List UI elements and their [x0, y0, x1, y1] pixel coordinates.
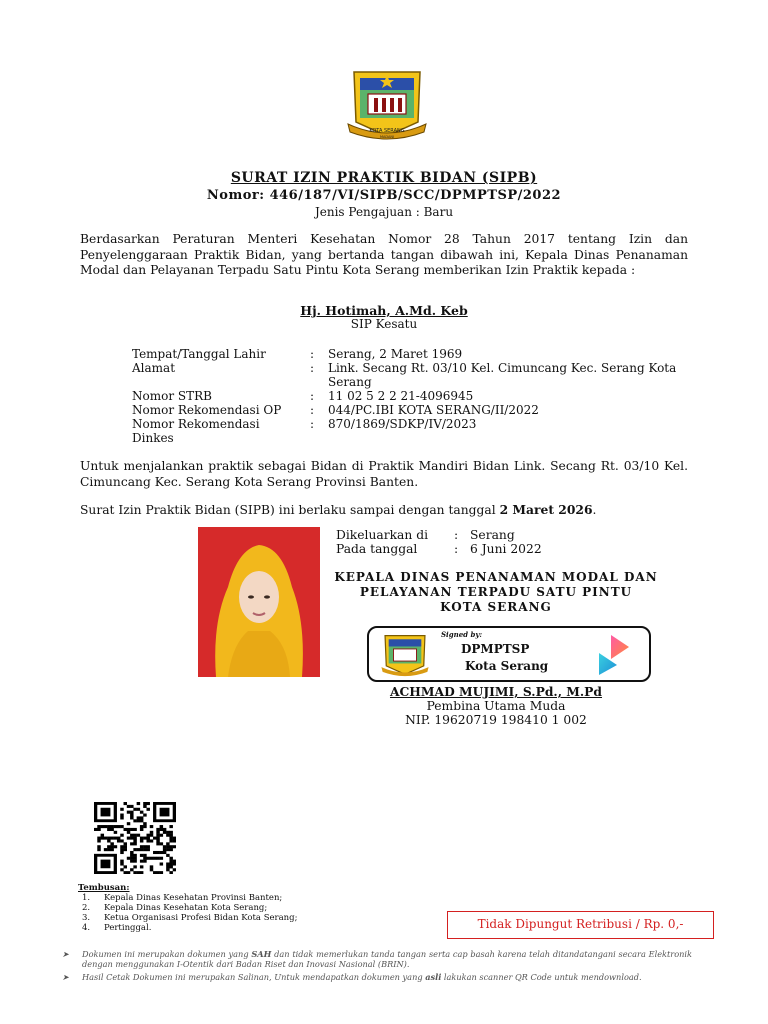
- issued-place-row: [336, 528, 596, 542]
- detail-sep: :: [310, 417, 315, 431]
- detail-label: Nomor STRB: [132, 389, 212, 403]
- copies-num: 1.: [82, 893, 91, 903]
- purpose-paragraph: Untuk menjalankan praktik sebagai Bidan di Praktik Mandiri Bidan Link. Secang Rt. 03/10 Kel. Cimuncang Kec. Serang Kota Serang Provinsi Banten.: [80, 459, 688, 489]
- note-emphasis: SAH: [251, 949, 272, 959]
- detail-row-rekom-dinkes: [132, 417, 692, 445]
- intro-paragraph: Berdasarkan Peraturan Menteri Kesehatan Nomor 28 Tahun 2017 tentang Izin dan Penyelenggaraan Praktik Bidan, yang bertanda tangan dibawah ini, Kepala Dinas Penanaman Modal dan Pelayanan Terpadu Satu Pintu Kota Serang memberikan Izin Praktik kepada :: [80, 232, 688, 277]
- signatory-heading-1: KEPALA DINAS PENANAMAN MODAL DAN: [334, 570, 658, 584]
- detail-label: Alamat: [132, 361, 176, 375]
- signed-org-1: DPMPTSP: [461, 642, 530, 656]
- signed-by-label: Signed by:: [441, 630, 483, 639]
- copies-num: 3.: [82, 913, 91, 923]
- validity-paragraph: [80, 502, 688, 519]
- i-otentik-icon: [595, 631, 639, 677]
- note-text: Hasil Cetak Dokumen ini merupakan Salinan, Untuk mendapatkan dokumen yang: [82, 972, 426, 982]
- holder-name: Hj. Hotimah, A.Md. Keb: [300, 303, 468, 318]
- detail-sep: :: [310, 361, 315, 375]
- detail-value: 044/PC.IBI KOTA SERANG/II/2022: [328, 403, 539, 417]
- validity-text: Surat Izin Praktik Bidan (SIPB) ini berlaku sampai dengan tanggal: [80, 503, 500, 517]
- signatory-name: ACHMAD MUJIMI, S.Pd., M.Pd: [389, 684, 603, 699]
- detail-sep: :: [310, 347, 315, 361]
- sip-type: SIP Kesatu: [350, 317, 418, 331]
- signatory-rank: Pembina Utama Muda: [426, 699, 566, 713]
- document-title: SURAT IZIN PRAKTIK BIDAN (SIPB): [230, 170, 538, 186]
- validity-date: 2 Maret 2026: [499, 502, 593, 517]
- issued-place: Serang: [470, 528, 515, 542]
- detail-value: Link. Secang Rt. 03/10 Kel. Cimuncang Kec. Serang Kota Serang: [328, 361, 677, 389]
- retribution-notice: Tidak Dipungut Retribusi / Rp. 0,-: [447, 911, 714, 939]
- copies-text: Pertinggal.: [104, 923, 152, 933]
- copies-text: Kepala Dinas Kesehatan Kota Serang;: [104, 903, 268, 913]
- logo-motto: MADANI: [379, 135, 395, 139]
- issued-date-label: Pada tanggal: [336, 542, 418, 556]
- signatory-heading-2: PELAYANAN TERPADU SATU PINTU: [359, 585, 633, 599]
- footer-note-copy: [62, 972, 692, 982]
- detail-sep: :: [310, 403, 315, 417]
- detail-value: Serang, 2 Maret 1969: [328, 347, 463, 361]
- copies-text: Kepala Dinas Kesehatan Provinsi Banten;: [104, 893, 283, 903]
- kota-serang-logo-small: [379, 632, 431, 678]
- qr-code[interactable]: [94, 802, 176, 874]
- detail-row-rekom-op: [132, 403, 692, 417]
- copies-title: Tembusan:: [78, 883, 130, 893]
- detail-row-birth: [132, 347, 692, 361]
- detail-label: Nomor Rekomendasi OP: [132, 403, 282, 417]
- holder-photo: [198, 527, 320, 677]
- validity-end: .: [592, 503, 597, 517]
- copies-num: 2.: [82, 903, 91, 913]
- note-text: lakukan scanner QR Code untuk mendownload.: [441, 972, 642, 982]
- submission-type: Jenis Pengajuan : Baru: [314, 205, 454, 219]
- copies-num: 4.: [82, 923, 91, 933]
- detail-value: 870/1869/SDKP/IV/2023: [328, 417, 477, 431]
- arrow-icon: ➤: [62, 949, 69, 959]
- detail-label: Nomor Rekomendasi Dinkes: [132, 417, 260, 445]
- detail-label: Tempat/Tanggal Lahir: [132, 347, 266, 361]
- detail-row-address: [132, 361, 692, 389]
- signed-org-2: Kota Serang: [465, 659, 549, 673]
- issued-date-row: [336, 542, 596, 556]
- issued-sep: :: [454, 528, 459, 542]
- kota-serang-logo: [344, 66, 430, 142]
- detail-value: 11 02 5 2 2 21-4096945: [328, 389, 474, 403]
- issued-sep: :: [454, 542, 459, 556]
- issued-place-label: Dikeluarkan di: [336, 528, 428, 542]
- logo-text: KOTA SERANG: [369, 128, 405, 134]
- detail-sep: :: [310, 389, 315, 403]
- detail-row-strb: [132, 389, 692, 403]
- copies-text: Ketua Organisasi Profesi Bidan Kota Serang;: [104, 913, 298, 923]
- footer-note-legal: [62, 949, 692, 969]
- signatory-heading-3: KOTA SERANG: [440, 600, 552, 614]
- note-emphasis: asli: [425, 972, 442, 982]
- issued-date: 6 Juni 2022: [470, 542, 542, 556]
- note-text: dan tidak memerlukan tanda tangan serta cap basah karena telah ditandatangani secara Elektronik dengan menggunakan I-Otentik dari Badan Riset dan Inovasi Nasional (BRIN).: [82, 949, 692, 969]
- note-text: Dokumen ini merupakan dokumen yang: [82, 949, 252, 959]
- copies-item: [82, 924, 151, 934]
- digital-signature-box: [367, 626, 651, 682]
- document-number: Nomor: 446/187/VI/SIPB/SCC/DPMPTSP/2022: [206, 188, 562, 203]
- signatory-nip: NIP. 19620719 198410 1 002: [405, 713, 587, 727]
- arrow-icon: ➤: [62, 972, 69, 982]
